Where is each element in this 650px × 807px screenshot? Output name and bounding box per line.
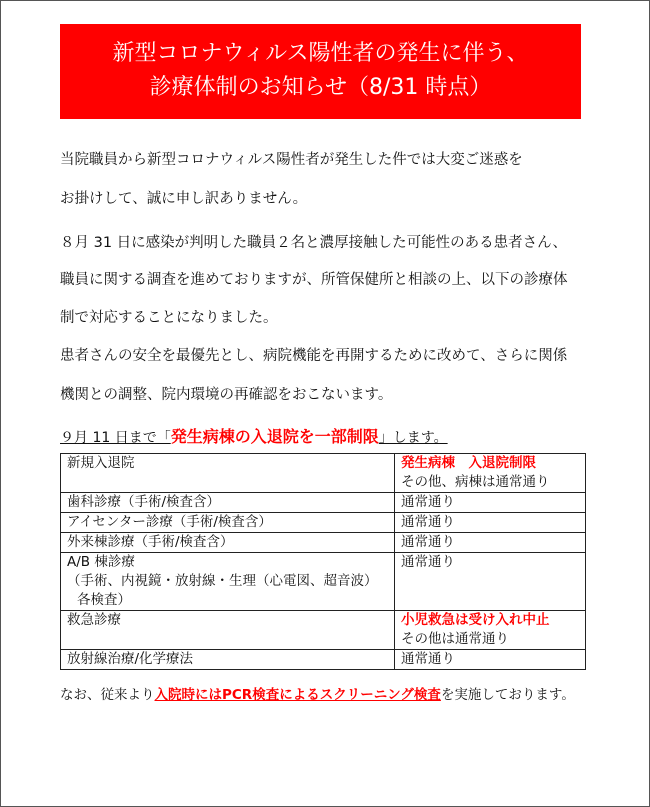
status-cell — [395, 454, 586, 493]
body-line-6: 患者さんの安全を最優先とし、病院機能を再開するために改めて、さらに関係 — [60, 348, 568, 364]
dept-cell: 救急診療 — [61, 611, 395, 650]
status-cell: 通常通り — [395, 553, 586, 611]
note-suffix: を実施しております。 — [440, 687, 575, 703]
body-line-1: 当院職員から新型コロナウィルス陽性者が発生した件では大変ご迷惑を — [60, 152, 523, 168]
title-line-1: 新型コロナウィルス陽性者の発生に伴う、 — [112, 41, 529, 66]
restriction-notice — [60, 426, 448, 449]
status-red: 発生病棟 入退院制限 — [401, 455, 536, 471]
dept-cell: 新規入退院 — [61, 454, 395, 493]
table-row — [61, 553, 586, 611]
dept-cell: 外来棟診療（手術/検査含） — [61, 533, 395, 553]
body-line-2: お掛けして、誠に申し訳ありません。 — [60, 191, 308, 207]
body-line-7: 機関との調整、院内環境の再確認をおこないます。 — [60, 387, 393, 403]
title-line-2: 診療体制のお知らせ（8/31 時点） — [149, 75, 492, 100]
dept-cell: 放射線治療/化学療法 — [61, 650, 395, 670]
table-row — [61, 611, 586, 650]
status-text: その他は通常通り — [401, 631, 509, 647]
dept-cell: アイセンター診療（手術/検査含） — [61, 513, 395, 533]
title-banner — [60, 24, 581, 119]
table-row — [61, 454, 586, 493]
table-row — [61, 533, 586, 553]
dept-text-line2: （手術、内視鏡・放射線・生理（心電図、超音波） — [67, 573, 378, 589]
status-cell: 通常通り — [395, 650, 586, 670]
pcr-note — [60, 685, 575, 705]
schedule-table — [60, 453, 586, 670]
status-cell: 通常通り — [395, 533, 586, 553]
restriction-prefix: ９月 11 日まで「 — [60, 430, 171, 446]
dept-cell: 歯科診療（手術/検査含） — [61, 493, 395, 513]
status-cell: 通常通り — [395, 513, 586, 533]
dept-text: A/B 棟診療 — [67, 554, 135, 570]
table-row — [61, 513, 586, 533]
status-cell — [395, 611, 586, 650]
note-highlight: 入院時にはPCR検査によるスクリーニング検査 — [154, 687, 441, 703]
status-cell: 通常通り — [395, 493, 586, 513]
status-text: その他、病棟は通常通り — [401, 474, 550, 490]
table-row — [61, 650, 586, 670]
status-red: 小児救急は受け入れ中止 — [401, 612, 550, 628]
restriction-suffix: 」します。 — [378, 430, 448, 446]
body-line-3: ８月 31 日に感染が判明した職員２名と濃厚接触した可能性のある患者さん、 — [60, 235, 568, 251]
dept-text-line3: 各検査） — [77, 592, 131, 608]
table-row — [61, 493, 586, 513]
dept-cell — [61, 553, 395, 611]
restriction-highlight: 発生病棟の入退院を一部制限 — [170, 427, 379, 446]
body-line-5: 制で対応することになりました。 — [60, 310, 278, 326]
body-line-4: 職員に関する調査を進めておりますが、所管保健所と相談の上、以下の診療体 — [60, 272, 568, 288]
note-prefix: なお、従来より — [60, 687, 155, 703]
